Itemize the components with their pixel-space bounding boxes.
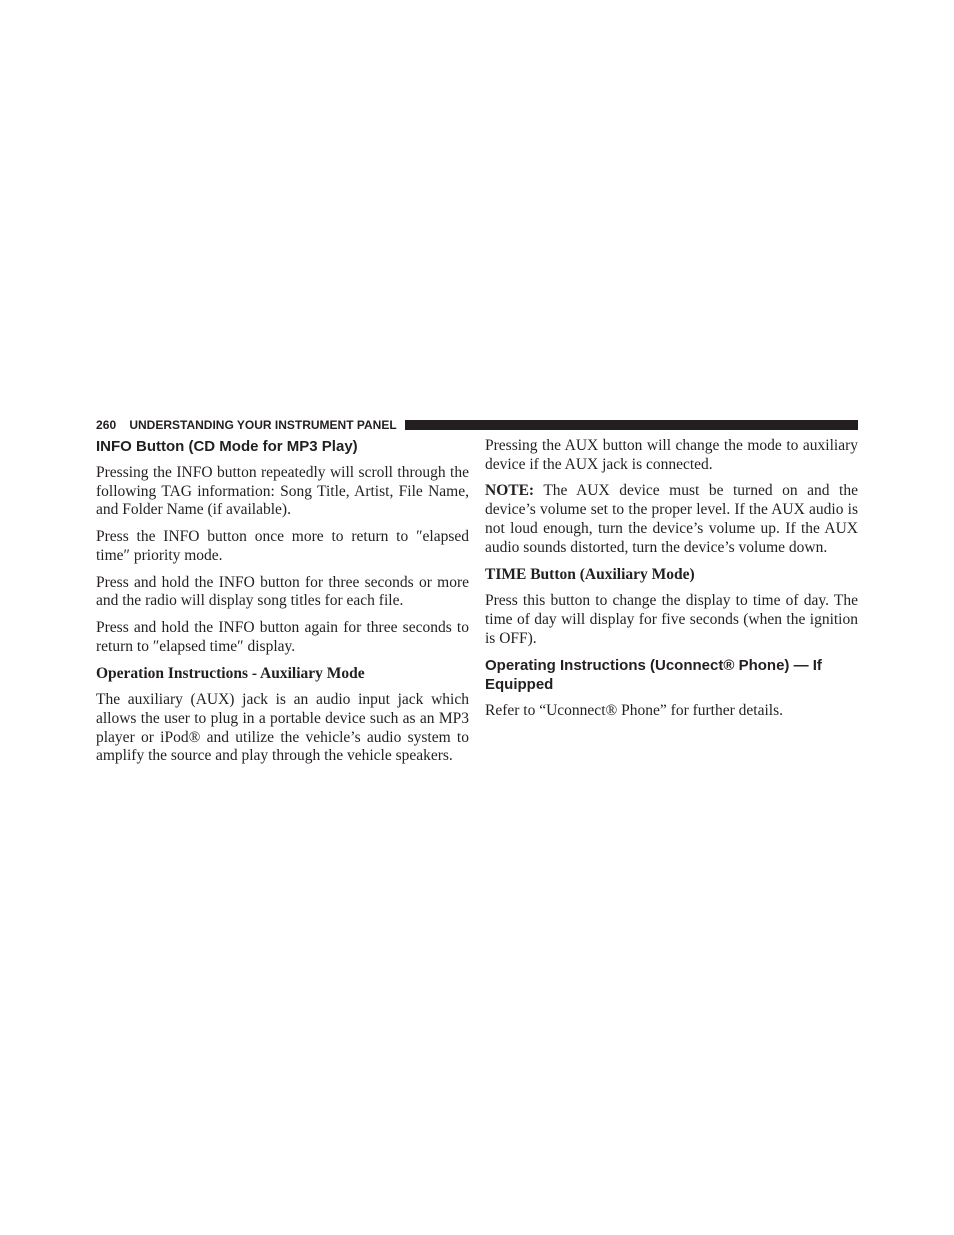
- heading-time-button: TIME Button (Auxiliary Mode): [485, 566, 695, 584]
- heading-uconnect-phone: Operating Instructions (Uconnect® Phone) — If Equipped: [485, 657, 822, 694]
- right-column: [485, 437, 858, 729]
- paragraph-time: Press this button to change the display to time of day. The time of day will display for five seconds (when the ignition is OFF).: [485, 592, 858, 647]
- page-number: 260: [96, 418, 117, 432]
- section-title: UNDERSTANDING YOUR INSTRUMENT PANEL: [129, 418, 397, 432]
- page-header: [96, 417, 858, 433]
- paragraph-uconnect-refer: Refer to “Uconnect® Phone” for further details.: [485, 702, 783, 720]
- left-column: [96, 437, 469, 774]
- note-text: The AUX device must be turned on and the device’s volume set to the proper level. If the AUX audio is not loud enough, turn the device’s volume up. If the AUX audio sounds distorted, turn the device’s volume down.: [485, 482, 858, 556]
- paragraph-info-hold-again: Press and hold the INFO button again for three seconds to return to ″elapsed time″ display.: [96, 618, 469, 655]
- heading-auxiliary-mode: Operation Instructions - Auxiliary Mode: [96, 665, 365, 683]
- paragraph-note: [485, 482, 858, 557]
- paragraph-aux-button: Pressing the AUX button will change the mode to auxiliary device if the AUX jack is connected.: [485, 437, 858, 473]
- heading-info-button: INFO Button (CD Mode for MP3 Play): [96, 438, 358, 455]
- paragraph-info-elapsed: Press the INFO button once more to return to ″elapsed time″ priority mode.: [96, 528, 469, 564]
- note-label: NOTE:: [485, 482, 535, 500]
- paragraph-info-hold: Press and hold the INFO button for three seconds or more and the radio will display song titles for each file.: [96, 573, 469, 610]
- paragraph-aux-jack: The auxiliary (AUX) jack is an audio input jack which allows the user to plug in a portable device such as an MP3 player or iPod® and utilize the vehicle’s audio system to amplify the source and play through the vehicle speakers.: [96, 691, 469, 765]
- paragraph-info-scroll: Pressing the INFO button repeatedly will scroll through the following TAG information: Song Title, Artist, File Name, and Folder Name (if available).: [96, 464, 469, 519]
- header-rule: [405, 420, 858, 430]
